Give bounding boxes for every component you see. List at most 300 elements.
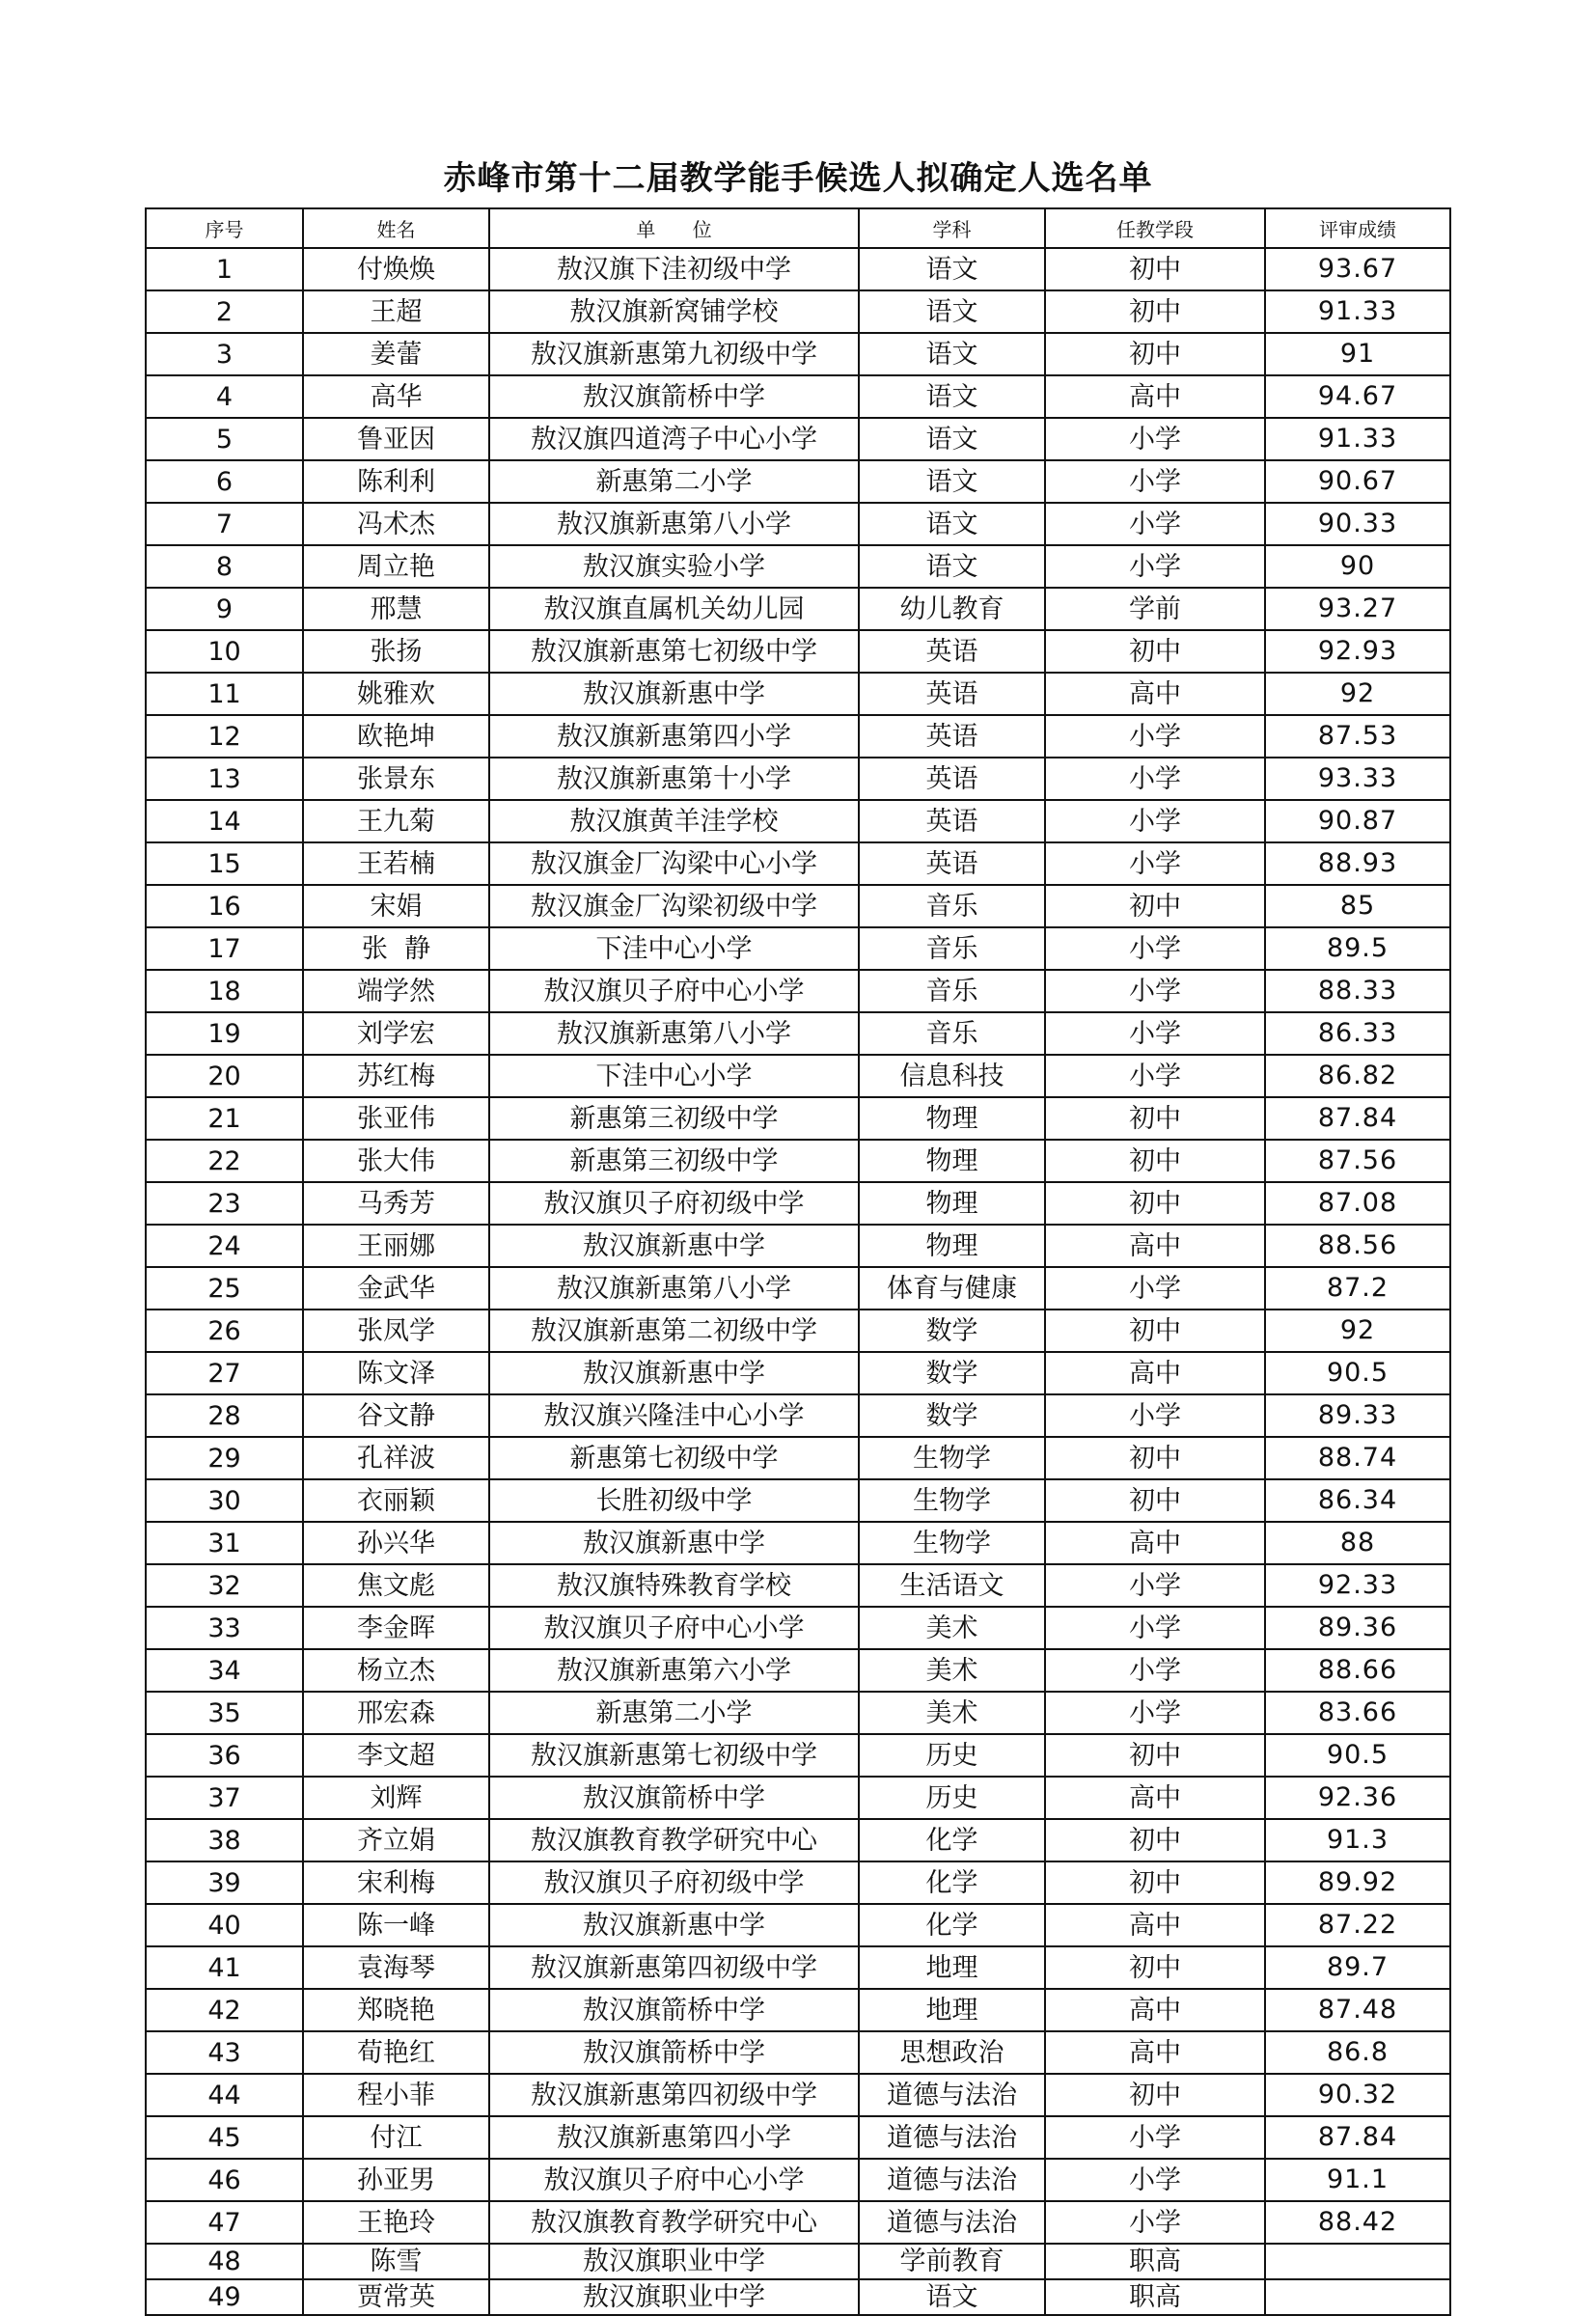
table-row xyxy=(146,1267,1450,1310)
cell-name: 谷文静 xyxy=(303,1394,489,1437)
cell-score: 89.33 xyxy=(1265,1394,1450,1437)
cell-name: 陈雪 xyxy=(303,2244,489,2279)
cell-name: 邢宏森 xyxy=(303,1692,489,1734)
cell-no: 25 xyxy=(146,1267,303,1310)
cell-unit: 敖汉旗黄羊洼学校 xyxy=(489,800,859,842)
cell-stage: 初中 xyxy=(1045,885,1265,927)
cell-score: 86.33 xyxy=(1265,1012,1450,1055)
cell-name: 刘学宏 xyxy=(303,1012,489,1055)
cell-no: 8 xyxy=(146,545,303,588)
cell-subject: 道德与法治 xyxy=(859,2201,1045,2244)
cell-unit: 敖汉旗箭桥中学 xyxy=(489,375,859,418)
table-row xyxy=(146,333,1450,375)
cell-subject: 地理 xyxy=(859,1989,1045,2031)
cell-name: 邢慧 xyxy=(303,588,489,630)
cell-name: 金武华 xyxy=(303,1267,489,1310)
table-row xyxy=(146,545,1450,588)
cell-unit: 敖汉旗教育教学研究中心 xyxy=(489,2201,859,2244)
cell-score: 93.27 xyxy=(1265,588,1450,630)
cell-subject: 化学 xyxy=(859,1819,1045,1861)
table-row xyxy=(146,927,1450,970)
cell-score: 91.33 xyxy=(1265,418,1450,460)
cell-no: 3 xyxy=(146,333,303,375)
cell-score: 93.67 xyxy=(1265,248,1450,290)
cell-name: 袁海琴 xyxy=(303,1946,489,1989)
cell-name: 郑晓艳 xyxy=(303,1989,489,2031)
cell-unit: 敖汉旗新惠中学 xyxy=(489,673,859,715)
cell-unit: 新惠第三初级中学 xyxy=(489,1140,859,1182)
cell-no: 16 xyxy=(146,885,303,927)
cell-name: 王艳玲 xyxy=(303,2201,489,2244)
cell-subject: 语文 xyxy=(859,545,1045,588)
cell-unit: 敖汉旗新惠第八小学 xyxy=(489,1267,859,1310)
cell-stage: 高中 xyxy=(1045,673,1265,715)
table-row xyxy=(146,2159,1450,2201)
cell-stage: 高中 xyxy=(1045,1989,1265,2031)
cell-score: 89.36 xyxy=(1265,1607,1450,1649)
cell-subject: 语文 xyxy=(859,248,1045,290)
cell-unit: 敖汉旗贝子府初级中学 xyxy=(489,1861,859,1904)
cell-name: 端学然 xyxy=(303,970,489,1012)
cell-score: 88.33 xyxy=(1265,970,1450,1012)
table-row xyxy=(146,2244,1450,2279)
cell-name: 李金晖 xyxy=(303,1607,489,1649)
cell-score xyxy=(1265,2244,1450,2279)
cell-no: 17 xyxy=(146,927,303,970)
table-row xyxy=(146,1097,1450,1140)
cell-unit: 敖汉旗职业中学 xyxy=(489,2279,859,2315)
cell-stage: 小学 xyxy=(1045,800,1265,842)
cell-name: 孙兴华 xyxy=(303,1522,489,1564)
header-unit: 单 位 xyxy=(489,208,859,248)
cell-stage: 小学 xyxy=(1045,460,1265,503)
cell-no: 4 xyxy=(146,375,303,418)
cell-stage: 初中 xyxy=(1045,1819,1265,1861)
cell-subject: 英语 xyxy=(859,715,1045,758)
cell-subject: 英语 xyxy=(859,842,1045,885)
cell-no: 12 xyxy=(146,715,303,758)
cell-stage: 小学 xyxy=(1045,503,1265,545)
cell-unit: 敖汉旗箭桥中学 xyxy=(489,2031,859,2074)
cell-subject: 历史 xyxy=(859,1777,1045,1819)
cell-stage: 高中 xyxy=(1045,1522,1265,1564)
cell-no: 47 xyxy=(146,2201,303,2244)
cell-subject: 语文 xyxy=(859,418,1045,460)
cell-no: 15 xyxy=(146,842,303,885)
table-row xyxy=(146,2201,1450,2244)
cell-subject: 英语 xyxy=(859,673,1045,715)
cell-unit: 敖汉旗新惠第十小学 xyxy=(489,758,859,800)
cell-no: 34 xyxy=(146,1649,303,1692)
cell-stage: 职高 xyxy=(1045,2244,1265,2279)
table-row xyxy=(146,1904,1450,1946)
cell-subject: 学前教育 xyxy=(859,2244,1045,2279)
cell-name: 宋利梅 xyxy=(303,1861,489,1904)
cell-subject: 音乐 xyxy=(859,970,1045,1012)
table-row xyxy=(146,1989,1450,2031)
table-row xyxy=(146,290,1450,333)
cell-stage: 初中 xyxy=(1045,248,1265,290)
cell-unit: 下洼中心小学 xyxy=(489,1055,859,1097)
cell-stage: 小学 xyxy=(1045,970,1265,1012)
cell-stage: 小学 xyxy=(1045,1607,1265,1649)
header-stage: 任教学段 xyxy=(1045,208,1265,248)
cell-unit: 敖汉旗贝子府中心小学 xyxy=(489,1607,859,1649)
cell-no: 22 xyxy=(146,1140,303,1182)
cell-no: 39 xyxy=(146,1861,303,1904)
cell-stage: 初中 xyxy=(1045,1861,1265,1904)
cell-no: 33 xyxy=(146,1607,303,1649)
cell-no: 19 xyxy=(146,1012,303,1055)
cell-unit: 敖汉旗新惠第四初级中学 xyxy=(489,2074,859,2116)
cell-stage: 初中 xyxy=(1045,630,1265,673)
cell-name: 王丽娜 xyxy=(303,1225,489,1267)
cell-name: 王若楠 xyxy=(303,842,489,885)
cell-score: 87.56 xyxy=(1265,1140,1450,1182)
cell-stage: 初中 xyxy=(1045,1097,1265,1140)
cell-subject: 生活语文 xyxy=(859,1564,1045,1607)
cell-name: 王超 xyxy=(303,290,489,333)
cell-subject: 生物学 xyxy=(859,1522,1045,1564)
table-row xyxy=(146,2031,1450,2074)
cell-stage: 高中 xyxy=(1045,1352,1265,1394)
cell-name: 贾常英 xyxy=(303,2279,489,2315)
cell-subject: 物理 xyxy=(859,1182,1045,1225)
cell-stage: 初中 xyxy=(1045,290,1265,333)
table-row xyxy=(146,1225,1450,1267)
cell-unit: 敖汉旗新惠中学 xyxy=(489,1904,859,1946)
cell-unit: 敖汉旗贝子府中心小学 xyxy=(489,970,859,1012)
table-row xyxy=(146,1437,1450,1479)
cell-name: 张亚伟 xyxy=(303,1097,489,1140)
table-row xyxy=(146,1819,1450,1861)
cell-score: 90.5 xyxy=(1265,1352,1450,1394)
cell-subject: 体育与健康 xyxy=(859,1267,1045,1310)
cell-unit: 敖汉旗四道湾子中心小学 xyxy=(489,418,859,460)
cell-unit: 敖汉旗新窝铺学校 xyxy=(489,290,859,333)
cell-stage: 高中 xyxy=(1045,1904,1265,1946)
cell-stage: 高中 xyxy=(1045,1225,1265,1267)
cell-unit: 敖汉旗下洼初级中学 xyxy=(489,248,859,290)
table-row xyxy=(146,800,1450,842)
cell-unit: 敖汉旗箭桥中学 xyxy=(489,1777,859,1819)
cell-name: 苏红梅 xyxy=(303,1055,489,1097)
cell-unit: 敖汉旗新惠第八小学 xyxy=(489,503,859,545)
cell-subject: 美术 xyxy=(859,1649,1045,1692)
cell-subject: 历史 xyxy=(859,1734,1045,1777)
cell-no: 26 xyxy=(146,1310,303,1352)
table-row xyxy=(146,418,1450,460)
table-row xyxy=(146,630,1450,673)
cell-name: 程小菲 xyxy=(303,2074,489,2116)
cell-no: 36 xyxy=(146,1734,303,1777)
cell-no: 6 xyxy=(146,460,303,503)
cell-score: 86.82 xyxy=(1265,1055,1450,1097)
header-no: 序号 xyxy=(146,208,303,248)
cell-name: 陈利利 xyxy=(303,460,489,503)
cell-score: 90.87 xyxy=(1265,800,1450,842)
cell-unit: 敖汉旗新惠中学 xyxy=(489,1522,859,1564)
cell-name: 齐立娟 xyxy=(303,1819,489,1861)
cell-name: 宋娟 xyxy=(303,885,489,927)
cell-score: 91 xyxy=(1265,333,1450,375)
cell-unit: 新惠第七初级中学 xyxy=(489,1437,859,1479)
cell-score: 92.36 xyxy=(1265,1777,1450,1819)
cell-unit: 敖汉旗实验小学 xyxy=(489,545,859,588)
cell-stage: 初中 xyxy=(1045,1946,1265,1989)
table-row xyxy=(146,460,1450,503)
cell-name: 高华 xyxy=(303,375,489,418)
cell-unit: 新惠第二小学 xyxy=(489,1692,859,1734)
cell-stage: 小学 xyxy=(1045,2116,1265,2159)
cell-unit: 敖汉旗新惠第六小学 xyxy=(489,1649,859,1692)
cell-stage: 初中 xyxy=(1045,1437,1265,1479)
cell-stage: 职高 xyxy=(1045,2279,1265,2315)
cell-score: 86.34 xyxy=(1265,1479,1450,1522)
cell-score xyxy=(1265,2279,1450,2315)
cell-subject: 生物学 xyxy=(859,1437,1045,1479)
table-row xyxy=(146,842,1450,885)
cell-stage: 小学 xyxy=(1045,1564,1265,1607)
cell-name: 张景东 xyxy=(303,758,489,800)
cell-unit: 敖汉旗新惠第七初级中学 xyxy=(489,630,859,673)
cell-subject: 音乐 xyxy=(859,885,1045,927)
cell-subject: 美术 xyxy=(859,1692,1045,1734)
cell-score: 89.5 xyxy=(1265,927,1450,970)
table-row xyxy=(146,1734,1450,1777)
cell-unit: 敖汉旗特殊教育学校 xyxy=(489,1564,859,1607)
table-row xyxy=(146,1055,1450,1097)
cell-unit: 敖汉旗贝子府初级中学 xyxy=(489,1182,859,1225)
cell-subject: 道德与法治 xyxy=(859,2074,1045,2116)
cell-unit: 敖汉旗新惠第八小学 xyxy=(489,1012,859,1055)
table-row xyxy=(146,1310,1450,1352)
cell-no: 43 xyxy=(146,2031,303,2074)
cell-stage: 初中 xyxy=(1045,333,1265,375)
cell-subject: 语文 xyxy=(859,503,1045,545)
table-row xyxy=(146,1861,1450,1904)
candidate-table xyxy=(145,207,1451,2316)
page-title: 赤峰市第十二届教学能手候选人拟确定人选名单 xyxy=(443,159,1153,198)
cell-unit: 敖汉旗直属机关幼儿园 xyxy=(489,588,859,630)
cell-name: 付焕焕 xyxy=(303,248,489,290)
cell-no: 10 xyxy=(146,630,303,673)
cell-name: 孔祥波 xyxy=(303,1437,489,1479)
cell-score: 89.7 xyxy=(1265,1946,1450,1989)
cell-name: 付江 xyxy=(303,2116,489,2159)
cell-subject: 物理 xyxy=(859,1225,1045,1267)
cell-unit: 敖汉旗箭桥中学 xyxy=(489,1989,859,2031)
cell-score: 88.66 xyxy=(1265,1649,1450,1692)
cell-subject: 物理 xyxy=(859,1097,1045,1140)
cell-subject: 英语 xyxy=(859,758,1045,800)
cell-no: 23 xyxy=(146,1182,303,1225)
cell-subject: 数学 xyxy=(859,1310,1045,1352)
cell-score: 91.1 xyxy=(1265,2159,1450,2201)
cell-subject: 语文 xyxy=(859,290,1045,333)
table-row xyxy=(146,1649,1450,1692)
cell-unit: 敖汉旗新惠中学 xyxy=(489,1352,859,1394)
cell-no: 21 xyxy=(146,1097,303,1140)
cell-name: 陈文泽 xyxy=(303,1352,489,1394)
cell-no: 45 xyxy=(146,2116,303,2159)
cell-no: 30 xyxy=(146,1479,303,1522)
cell-name: 马秀芳 xyxy=(303,1182,489,1225)
table-row xyxy=(146,1140,1450,1182)
cell-subject: 美术 xyxy=(859,1607,1045,1649)
table-row xyxy=(146,758,1450,800)
cell-subject: 生物学 xyxy=(859,1479,1045,1522)
cell-unit: 长胜初级中学 xyxy=(489,1479,859,1522)
table-row xyxy=(146,1607,1450,1649)
cell-unit: 敖汉旗新惠第九初级中学 xyxy=(489,333,859,375)
cell-no: 9 xyxy=(146,588,303,630)
cell-score: 90 xyxy=(1265,545,1450,588)
cell-no: 37 xyxy=(146,1777,303,1819)
table-row xyxy=(146,1946,1450,1989)
header-subject: 学科 xyxy=(859,208,1045,248)
cell-name: 张 静 xyxy=(303,927,489,970)
table-row xyxy=(146,1352,1450,1394)
cell-unit: 敖汉旗新惠第四小学 xyxy=(489,2116,859,2159)
cell-subject: 思想政治 xyxy=(859,2031,1045,2074)
cell-subject: 音乐 xyxy=(859,1012,1045,1055)
cell-subject: 英语 xyxy=(859,630,1045,673)
cell-stage: 小学 xyxy=(1045,842,1265,885)
cell-score: 87.2 xyxy=(1265,1267,1450,1310)
cell-stage: 学前 xyxy=(1045,588,1265,630)
table-row xyxy=(146,588,1450,630)
cell-name: 焦文彪 xyxy=(303,1564,489,1607)
cell-stage: 小学 xyxy=(1045,418,1265,460)
cell-stage: 小学 xyxy=(1045,2159,1265,2201)
cell-stage: 小学 xyxy=(1045,1692,1265,1734)
cell-unit: 新惠第二小学 xyxy=(489,460,859,503)
table-header xyxy=(146,208,1450,248)
cell-unit: 下洼中心小学 xyxy=(489,927,859,970)
table-row xyxy=(146,885,1450,927)
cell-score: 94.67 xyxy=(1265,375,1450,418)
cell-stage: 初中 xyxy=(1045,1479,1265,1522)
cell-stage: 高中 xyxy=(1045,2031,1265,2074)
cell-no: 18 xyxy=(146,970,303,1012)
cell-unit: 敖汉旗教育教学研究中心 xyxy=(489,1819,859,1861)
cell-no: 46 xyxy=(146,2159,303,2201)
cell-score: 87.84 xyxy=(1265,1097,1450,1140)
cell-subject: 语文 xyxy=(859,333,1045,375)
table-row xyxy=(146,970,1450,1012)
cell-score: 91.33 xyxy=(1265,290,1450,333)
cell-score: 88 xyxy=(1265,1522,1450,1564)
cell-stage: 小学 xyxy=(1045,2201,1265,2244)
cell-subject: 道德与法治 xyxy=(859,2159,1045,2201)
cell-name: 鲁亚因 xyxy=(303,418,489,460)
cell-no: 7 xyxy=(146,503,303,545)
cell-name: 冯术杰 xyxy=(303,503,489,545)
cell-no: 24 xyxy=(146,1225,303,1267)
cell-name: 张扬 xyxy=(303,630,489,673)
cell-subject: 化学 xyxy=(859,1904,1045,1946)
cell-no: 2 xyxy=(146,290,303,333)
table-row xyxy=(146,1479,1450,1522)
cell-no: 20 xyxy=(146,1055,303,1097)
cell-score: 92.33 xyxy=(1265,1564,1450,1607)
cell-unit: 敖汉旗贝子府中心小学 xyxy=(489,2159,859,2201)
cell-stage: 小学 xyxy=(1045,1012,1265,1055)
header-row xyxy=(146,208,1450,248)
cell-score: 92.93 xyxy=(1265,630,1450,673)
cell-unit: 敖汉旗新惠中学 xyxy=(489,1225,859,1267)
cell-stage: 初中 xyxy=(1045,1310,1265,1352)
cell-name: 刘辉 xyxy=(303,1777,489,1819)
cell-stage: 小学 xyxy=(1045,1394,1265,1437)
cell-stage: 小学 xyxy=(1045,927,1265,970)
cell-subject: 地理 xyxy=(859,1946,1045,1989)
cell-subject: 数学 xyxy=(859,1352,1045,1394)
cell-unit: 敖汉旗职业中学 xyxy=(489,2244,859,2279)
cell-score: 87.48 xyxy=(1265,1989,1450,2031)
table-row xyxy=(146,248,1450,290)
cell-no: 48 xyxy=(146,2244,303,2279)
cell-no: 42 xyxy=(146,1989,303,2031)
cell-name: 孙亚男 xyxy=(303,2159,489,2201)
cell-subject: 语文 xyxy=(859,2279,1045,2315)
cell-unit: 敖汉旗新惠第四小学 xyxy=(489,715,859,758)
cell-unit: 新惠第三初级中学 xyxy=(489,1097,859,1140)
cell-score: 88.74 xyxy=(1265,1437,1450,1479)
table-row xyxy=(146,1012,1450,1055)
cell-name: 陈一峰 xyxy=(303,1904,489,1946)
cell-subject: 数学 xyxy=(859,1394,1045,1437)
cell-stage: 高中 xyxy=(1045,1777,1265,1819)
cell-no: 13 xyxy=(146,758,303,800)
cell-stage: 初中 xyxy=(1045,1140,1265,1182)
cell-no: 14 xyxy=(146,800,303,842)
table-row xyxy=(146,1692,1450,1734)
cell-score: 86.8 xyxy=(1265,2031,1450,2074)
cell-no: 1 xyxy=(146,248,303,290)
cell-subject: 信息科技 xyxy=(859,1055,1045,1097)
cell-stage: 小学 xyxy=(1045,545,1265,588)
cell-score: 90.67 xyxy=(1265,460,1450,503)
table-row xyxy=(146,1182,1450,1225)
cell-unit: 敖汉旗金厂沟梁初级中学 xyxy=(489,885,859,927)
cell-score: 92 xyxy=(1265,673,1450,715)
cell-name: 王九菊 xyxy=(303,800,489,842)
cell-score: 87.84 xyxy=(1265,2116,1450,2159)
cell-no: 28 xyxy=(146,1394,303,1437)
cell-name: 衣丽颖 xyxy=(303,1479,489,1522)
table-row xyxy=(146,2279,1450,2315)
cell-score: 90.32 xyxy=(1265,2074,1450,2116)
header-name: 姓名 xyxy=(303,208,489,248)
cell-subject: 幼儿教育 xyxy=(859,588,1045,630)
cell-unit: 敖汉旗新惠第四初级中学 xyxy=(489,1946,859,1989)
cell-name: 姜蕾 xyxy=(303,333,489,375)
cell-no: 27 xyxy=(146,1352,303,1394)
cell-score: 87.22 xyxy=(1265,1904,1450,1946)
cell-stage: 初中 xyxy=(1045,2074,1265,2116)
cell-name: 杨立杰 xyxy=(303,1649,489,1692)
table-row xyxy=(146,2074,1450,2116)
cell-subject: 音乐 xyxy=(859,927,1045,970)
cell-name: 欧艳坤 xyxy=(303,715,489,758)
cell-no: 40 xyxy=(146,1904,303,1946)
cell-score: 91.3 xyxy=(1265,1819,1450,1861)
cell-unit: 敖汉旗新惠第七初级中学 xyxy=(489,1734,859,1777)
cell-score: 88.56 xyxy=(1265,1225,1450,1267)
cell-stage: 小学 xyxy=(1045,715,1265,758)
